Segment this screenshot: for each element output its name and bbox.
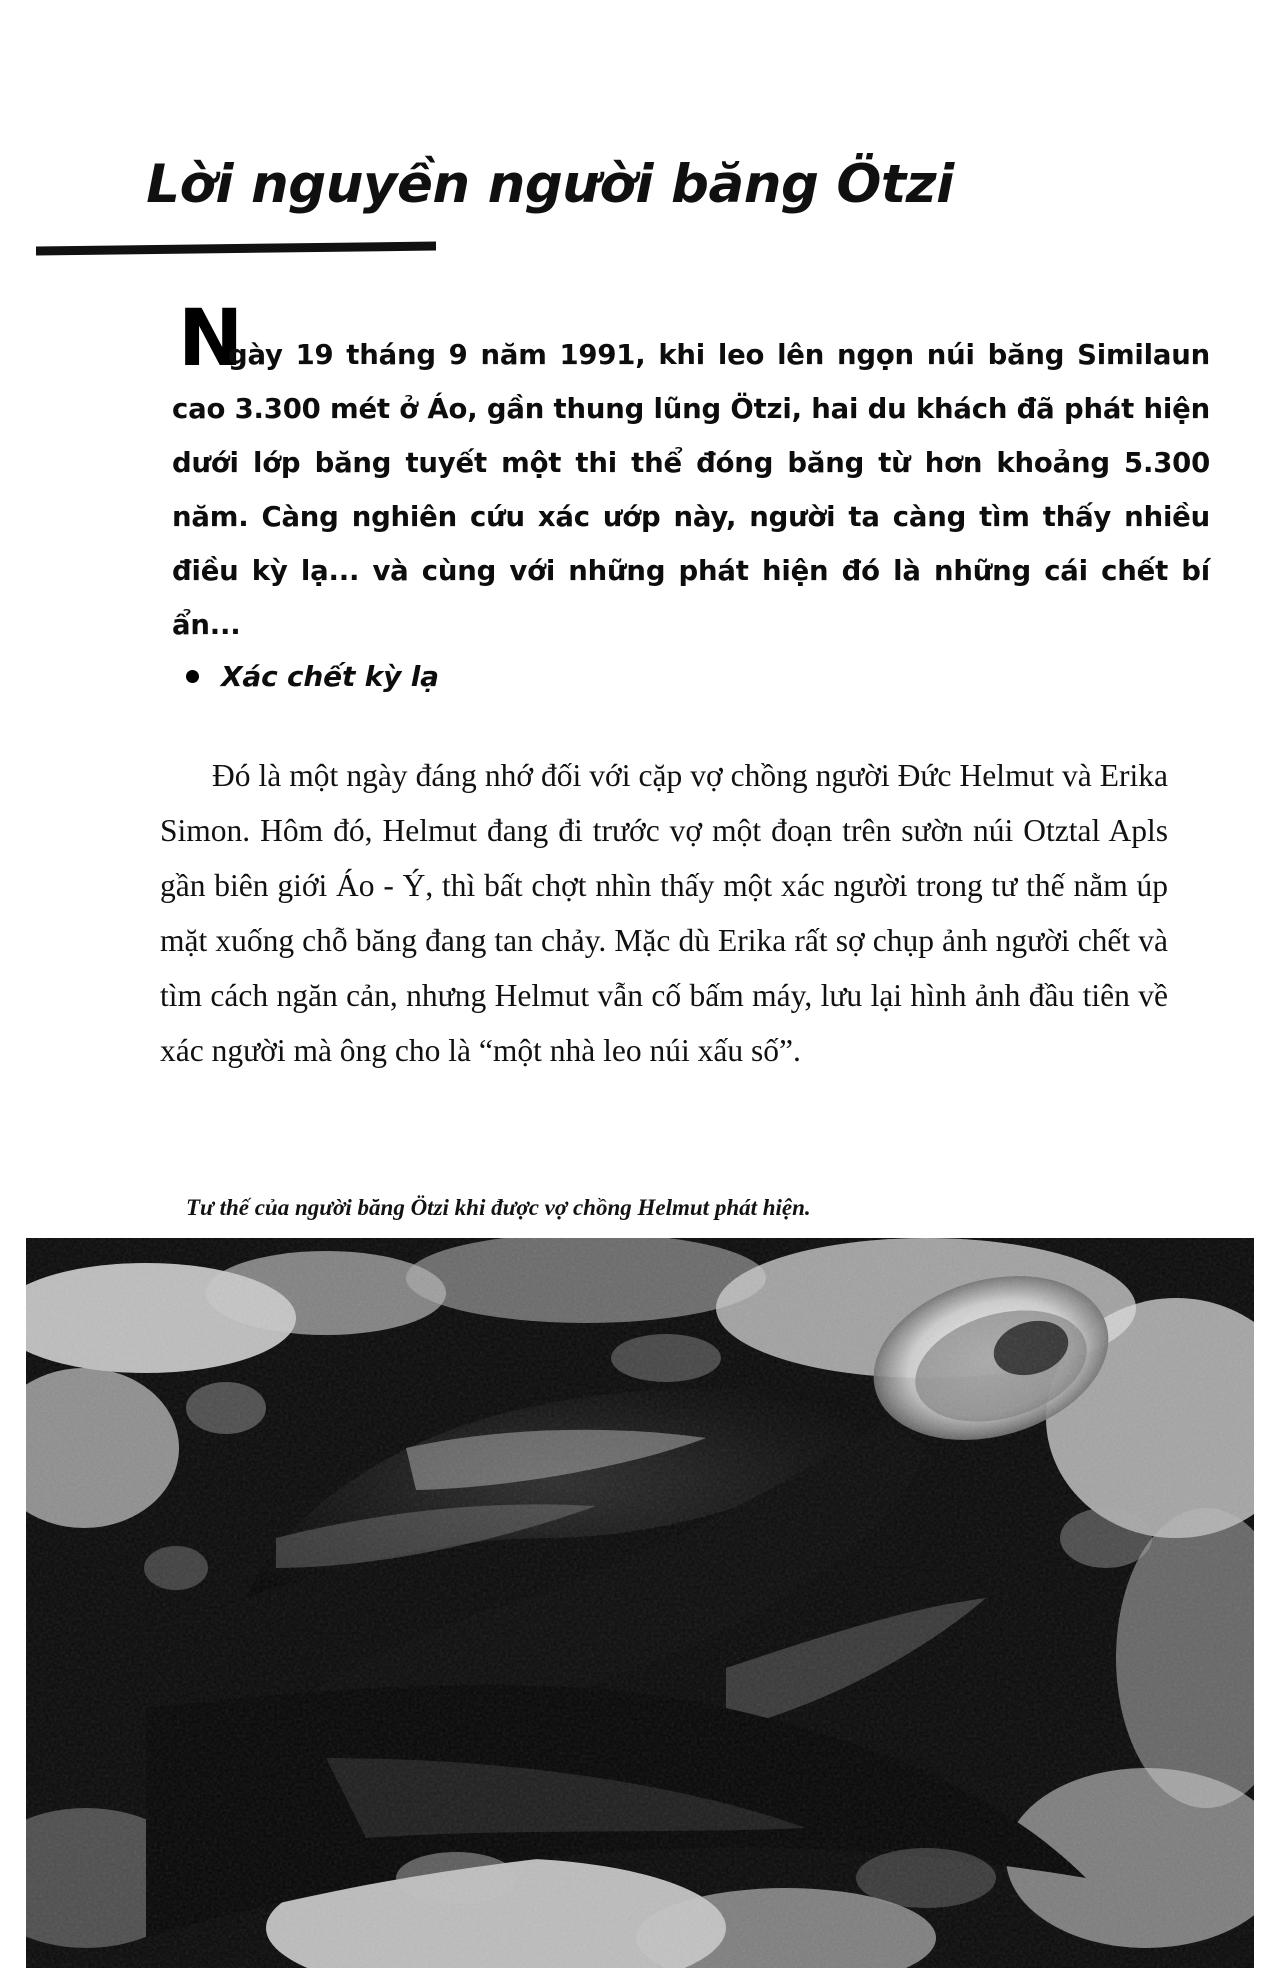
page-title: Lời nguyền người băng Ötzi [146,153,954,215]
ice-mummy-photo [26,1238,1254,1968]
photo-artwork [26,1238,1254,1968]
lead-paragraph-text: gày 19 tháng 9 năm 1991, khi leo lên ngọn núi băng Similaun cao 3.300 mét ở Áo, gần thung lũng Ötzi, hai du khách đã phát hiện dưới lớp băng tuyết một thi thể đóng băng từ hơn khoảng 5.300 năm. Càng nghiên cứu xác ướp này, người ta càng tìm thấy nhiều điều kỳ lạ... và cùng với những phát hiện đó là những cái chết bí ẩn... [172,338,1210,641]
body-paragraph [160,748,1168,1078]
lead-paragraph [172,328,1210,652]
bullet-dot-icon [186,670,199,683]
section-bullet [186,660,439,693]
title-underline-rule [36,242,436,256]
drop-cap: N [178,294,244,384]
figure-caption: Tư thế của người băng Ötzi khi được vợ chồng Helmut phát hiện. [186,1195,811,1220]
section-bullet-label: Xác chết kỳ lạ [221,660,439,693]
body-paragraph-text: Đó là một ngày đáng nhớ đối với cặp vợ chồng người Đức Helmut và Erika Simon. Hôm đó, Helmut đang đi trước vợ một đoạn trên sườn núi Otztal Apls gần biên giới Áo - Ý, thì bất chợt nhìn thấy một xác người trong tư thế nằm úp mặt xuống chỗ băng đang tan chảy. Mặc dù Erika rất sợ chụp ảnh người chết và tìm cách ngăn cản, nhưng Helmut vẫn cố bấm máy, lưu lại hình ảnh đầu tiên về xác người mà ông cho là “một nhà leo núi xấu số”. [160,757,1168,1068]
